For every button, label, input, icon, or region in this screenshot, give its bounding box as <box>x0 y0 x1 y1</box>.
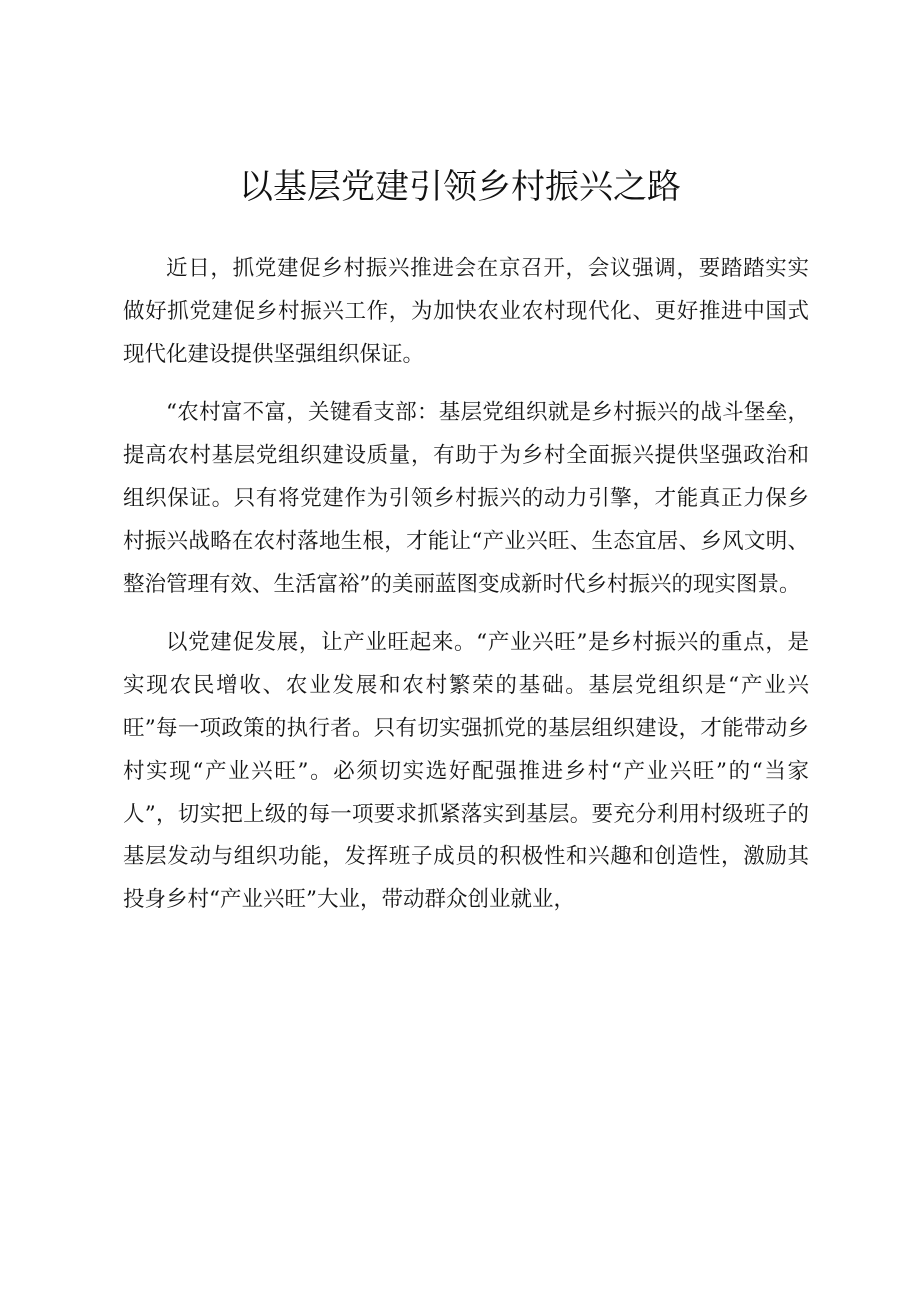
paragraph-industry: 以党建促发展，让产业旺起来。“产业兴旺”是乡村振兴的重点，是实现农民增收、农业发展和农村繁荣的基础。基层党组织是“产业兴旺”每一项政策的执行者。只有切实强抓党的基层组织建设，才能带动乡村实现“产业兴旺”。必须切实选好配强推进乡村“产业兴旺”的“当家人”，切实把上级的每一项要求抓紧落实到基层。要充分利用村级班子的基层发动与组织功能，发挥班子成员的积极性和兴趣和创造性，激励其投身乡村“产业兴旺”大业，带动群众创业就业， <box>123 630 809 913</box>
document-body <box>123 248 809 938</box>
paragraph-branch: “农村富不富，关键看支部：基层党组织就是乡村振兴的战斗堡垒，提高农村基层党组织建设质量，有助于为乡村全面振兴提供坚强政治和组织保证。只有将党建作为引领乡村振兴的动力引擎，才能真正力保乡村振兴战略在农村落地生根，才能让“产业兴旺、生态宜居、乡风文明、整治管理有效、生活富裕”的美丽蓝图变成新时代乡村振兴的现实图景。 <box>123 400 809 597</box>
paragraph-intro: 近日，抓党建促乡村振兴推进会在京召开，会议强调，要踏踏实实做好抓党建促乡村振兴工作，为加快农业农村现代化、更好推进中国式现代化建设提供坚强组织保证。 <box>123 256 809 367</box>
document-title: 以基层党建引领乡村振兴之路 <box>239 167 681 207</box>
